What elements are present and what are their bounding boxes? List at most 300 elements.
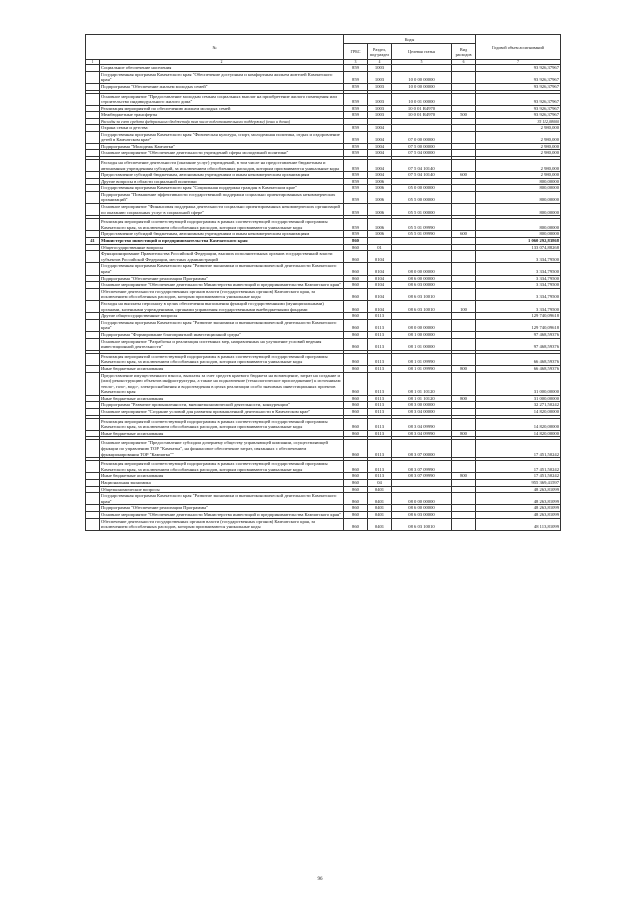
row-target-article-cell xyxy=(392,238,452,245)
table-row xyxy=(86,71,561,83)
row-razdel-cell: 0113 xyxy=(368,473,392,480)
row-target-article-cell xyxy=(392,124,452,131)
row-grbs-cell: 860 xyxy=(344,418,368,430)
row-expense-type-cell xyxy=(452,518,476,530)
row-name-cell: Подпрограмма "Обеспечение жильем молодых семей" xyxy=(100,83,344,90)
row-target-article-cell: 08 6 03 10010 xyxy=(392,518,452,530)
row-number-cell xyxy=(86,124,100,131)
row-razdel-cell: 0113 xyxy=(368,372,392,395)
row-number-cell xyxy=(86,395,100,402)
row-number-cell xyxy=(86,282,100,289)
table-row xyxy=(86,172,561,179)
row-razdel-cell: 0113 xyxy=(368,461,392,473)
row-number-cell xyxy=(86,219,100,231)
row-number-cell xyxy=(86,65,100,72)
row-target-article-cell: 07 5 04 10140 xyxy=(392,172,452,179)
table-row xyxy=(86,372,561,395)
header-target-article: Целевая статья xyxy=(392,44,452,60)
row-expense-type-cell xyxy=(452,238,476,245)
table-row xyxy=(86,395,561,402)
row-expense-type-cell xyxy=(452,505,476,512)
row-amount-cell: 48 263,81099 xyxy=(476,505,561,512)
row-number-cell xyxy=(86,105,100,112)
row-expense-type-cell xyxy=(452,65,476,72)
row-expense-type-cell xyxy=(452,313,476,320)
row-name-cell: Реализация мероприятий соответствующей подпрограммы в рамках соответствующей государственной программы Камчатского края, за исключением обособленных расходов, которым присваиваются уникальные коды xyxy=(100,461,344,473)
row-grbs-cell: 860 xyxy=(344,331,368,338)
row-amount-cell: 48 263,81099 xyxy=(476,486,561,493)
row-grbs-cell: 860 xyxy=(344,338,368,350)
row-razdel-cell: 01 xyxy=(368,244,392,251)
row-name-cell: Государственная программа Камчатского края "Обеспечение доступным и комфортным жильем жителей Камчатского края" xyxy=(100,71,344,83)
row-razdel-cell: 0113 xyxy=(368,313,392,320)
row-number-cell xyxy=(86,300,100,312)
row-razdel-cell: 0113 xyxy=(368,418,392,430)
table-row xyxy=(86,275,561,282)
row-amount-cell: 129 740,09618 xyxy=(476,313,561,320)
row-number-cell xyxy=(86,288,100,300)
row-grbs-cell: 860 xyxy=(344,300,368,312)
row-amount-cell: 3 334,79500 xyxy=(476,275,561,282)
row-expense-type-cell: 100 xyxy=(452,300,476,312)
row-target-article-cell: 08 1 01 10120 xyxy=(392,372,452,395)
row-name-cell: Обеспечение деятельности государственных органов власти (государственных органов) Камчатского края, за исключением обособленных расходов, которым присваиваются уникальные коды xyxy=(100,518,344,530)
row-grbs-cell: 859 xyxy=(344,124,368,131)
row-number-cell xyxy=(86,112,100,119)
row-number-cell xyxy=(86,71,100,83)
row-expense-type-cell xyxy=(452,493,476,505)
row-target-article-cell: 10 0 01 R4970 xyxy=(392,112,452,119)
row-name-cell: Государственная программа Камчатского края "Развитие экономики и внешнеэкономической деятельности Камчатского края" xyxy=(100,493,344,505)
row-razdel-cell: 0104 xyxy=(368,275,392,282)
row-expense-type-cell xyxy=(452,263,476,275)
row-number-cell xyxy=(86,83,100,90)
row-name-cell: Обеспечение деятельности государственных органов власти (государственных органов) Камчатского края, за исключением обособленных расходов, которым присваиваются уникальные коды xyxy=(100,288,344,300)
row-expense-type-cell xyxy=(452,83,476,90)
row-number-cell xyxy=(86,440,100,458)
row-expense-type-cell xyxy=(452,440,476,458)
row-name-cell: Иные бюджетные ассигнования xyxy=(100,395,344,402)
row-razdel-cell: 1004 xyxy=(368,159,392,171)
row-amount-cell: 14 820,00000 xyxy=(476,418,561,430)
header-expense-type: Вид расходов xyxy=(452,44,476,60)
row-amount-cell: 48 263,81099 xyxy=(476,511,561,518)
row-amount-cell: 93 926,37967 xyxy=(476,83,561,90)
row-grbs-cell: 860 xyxy=(344,473,368,480)
table-row xyxy=(86,244,561,251)
row-target-article-cell: 08 6 03 00000 xyxy=(392,282,452,289)
row-number-cell xyxy=(86,172,100,179)
column-index: 5 xyxy=(392,60,452,65)
row-name-cell: Другие вопросы в области социальной политики xyxy=(100,178,344,185)
row-number-cell xyxy=(86,275,100,282)
row-target-article-cell: 08 6 03 10010 xyxy=(392,288,452,300)
row-expense-type-cell xyxy=(452,353,476,365)
row-razdel-cell: 0113 xyxy=(368,338,392,350)
row-grbs-cell: 860 xyxy=(344,282,368,289)
row-grbs-cell: 860 xyxy=(344,409,368,416)
row-target-article-cell: 08 3 04 09990 xyxy=(392,418,452,430)
row-grbs-cell: 859 xyxy=(344,204,368,216)
row-name-cell: Национальная экономика xyxy=(100,480,344,487)
row-target-article-cell xyxy=(392,244,452,251)
row-amount-cell: 800,00000 xyxy=(476,231,561,238)
row-grbs-cell: 859 xyxy=(344,71,368,83)
row-amount-cell: 800,00000 xyxy=(476,185,561,192)
row-razdel-cell: 1006 xyxy=(368,191,392,203)
row-name-cell: Расходы за счет средств федерального бюджета(в том числе подготовительного поддержки) (очно и дочно) xyxy=(100,118,344,124)
row-grbs-cell: 859 xyxy=(344,231,368,238)
table-row xyxy=(86,65,561,72)
row-expense-type-cell xyxy=(452,124,476,131)
row-name-cell: Подпрограмма "Молодежь Камчатки" xyxy=(100,143,344,150)
table-row xyxy=(86,473,561,480)
row-razdel-cell: 0113 xyxy=(368,430,392,437)
row-grbs-cell: 860 xyxy=(344,244,368,251)
row-grbs-cell: 860 xyxy=(344,288,368,300)
row-amount-cell: 66 468,59376 xyxy=(476,365,561,372)
row-amount-cell: 3 334,79500 xyxy=(476,288,561,300)
row-target-article-cell xyxy=(392,486,452,493)
row-grbs-cell: 860 xyxy=(344,493,368,505)
row-name-cell: Основное мероприятие "Предоставление субсидии дочернему обществу управляющей компании, осуществляющей функции по управлению ТОР "Камчатка", на финансовое обеспечение затрат, связанных с обеспечением функционирования ТОР "Камчатка"" xyxy=(100,440,344,458)
row-grbs-cell: 859 xyxy=(344,150,368,157)
table-row xyxy=(86,288,561,300)
row-razdel-cell: 1004 xyxy=(368,150,392,157)
row-number-cell xyxy=(86,231,100,238)
row-expense-type-cell xyxy=(452,178,476,185)
table-body xyxy=(86,65,561,531)
table-row xyxy=(86,461,561,473)
row-amount-cell: 2 980,000 xyxy=(476,143,561,150)
row-number-cell: 41 xyxy=(86,238,100,245)
row-target-article-cell: 10 0 01 00000 xyxy=(392,93,452,105)
row-target-article-cell: 07 5 00 00000 xyxy=(392,143,452,150)
row-expense-type-cell xyxy=(452,282,476,289)
column-index: 2 xyxy=(100,60,344,65)
row-razdel-cell: 1004 xyxy=(368,131,392,143)
row-name-cell: Основное мероприятие "Обеспечение деятельности Министерства инвестиций и предпринимательства Камчатского края" xyxy=(100,282,344,289)
table-row xyxy=(86,338,561,350)
row-amount-cell: 2 980,000 xyxy=(476,131,561,143)
header-number: № xyxy=(86,35,344,60)
table-row xyxy=(86,493,561,505)
row-target-article-cell: 08 1 00 00000 xyxy=(392,331,452,338)
row-razdel-cell: 1004 xyxy=(368,124,392,131)
row-amount-cell: 93 926,37967 xyxy=(476,65,561,72)
table-row xyxy=(86,105,561,112)
row-name-cell: Основное мероприятие "Предоставление молодым семьям социальных выплат на приобретение жилого помещения или строительство индивидуального жилого дома" xyxy=(100,93,344,105)
row-amount-cell: 2 980,000 xyxy=(476,150,561,157)
row-name-cell: Основное мероприятие "Создание условий для развития промышленной деятельности в Камчатском крае" xyxy=(100,409,344,416)
row-number-cell xyxy=(86,518,100,530)
table-row xyxy=(86,263,561,275)
row-name-cell: Основное мероприятие "Финансовая поддержка деятельности социально ориентированных некоммерческих организаций по оказанию социальных услуг в социальной сфере" xyxy=(100,204,344,216)
row-number-cell xyxy=(86,480,100,487)
row-grbs-cell: 860 xyxy=(344,395,368,402)
row-number-cell xyxy=(86,204,100,216)
row-name-cell: Иные бюджетные ассигнования xyxy=(100,430,344,437)
row-name-cell: Государственная программа Камчатского края "Социальная поддержка граждан в Камчатском крае" xyxy=(100,185,344,192)
row-name-cell: Реализация мероприятий соответствующей подпрограммы в рамках соответствующей государственной программы Камчатского края, за исключением обособленных расходов, которым присваиваются уникальные коды xyxy=(100,219,344,231)
row-target-article-cell: 08 3 04 00000 xyxy=(392,409,452,416)
table-row xyxy=(86,93,561,105)
row-name-cell: Расходы на выплаты персоналу в целях обеспечения выполнения функций государственными (муниципальными) органами, казенными учреждениями, органами управления государственными внебюджетными фондами xyxy=(100,300,344,312)
row-razdel-cell: 1003 xyxy=(368,105,392,112)
row-grbs-cell: 859 xyxy=(344,191,368,203)
row-razdel-cell: 1003 xyxy=(368,93,392,105)
row-number-cell xyxy=(86,244,100,251)
table-row xyxy=(86,83,561,90)
row-target-article-cell: 08 6 03 00000 xyxy=(392,511,452,518)
row-razdel-cell: 0113 xyxy=(368,353,392,365)
row-amount-cell: 3 334,79500 xyxy=(476,282,561,289)
row-number-cell xyxy=(86,251,100,263)
row-amount-cell: 32 271,50242 xyxy=(476,402,561,409)
row-number-cell xyxy=(86,178,100,185)
row-number-cell xyxy=(86,319,100,331)
row-razdel-cell: 0104 xyxy=(368,282,392,289)
column-index: 3 xyxy=(344,60,368,65)
row-amount-cell: 3 334,79500 xyxy=(476,251,561,263)
row-target-article-cell: 08 6 03 10010 xyxy=(392,300,452,312)
table-row xyxy=(86,251,561,263)
row-name-cell: Функционирование Правительства Российской Федерации, высших исполнительных органов государственной власти субъектов Российской Федерации, местных администраций xyxy=(100,251,344,263)
row-razdel-cell: 0113 xyxy=(368,395,392,402)
table-row xyxy=(86,143,561,150)
table-row xyxy=(86,418,561,430)
table-row xyxy=(86,131,561,143)
row-expense-type-cell: 800 xyxy=(452,430,476,437)
row-razdel-cell: 0401 xyxy=(368,486,392,493)
row-grbs-cell: 860 xyxy=(344,461,368,473)
row-amount-cell: 2 980,000 xyxy=(476,159,561,171)
row-amount-cell: 800,00000 xyxy=(476,204,561,216)
row-grbs-cell: 859 xyxy=(344,172,368,179)
table-row xyxy=(86,486,561,493)
row-amount-cell: 48 263,81099 xyxy=(476,493,561,505)
row-target-article-cell: 08 0 00 00000 xyxy=(392,319,452,331)
row-name-cell: Предоставление субсидий бюджетным, автономным учреждениям и иным некоммерческим организациям xyxy=(100,231,344,238)
row-razdel-cell: 1003 xyxy=(368,71,392,83)
row-target-article-cell xyxy=(392,178,452,185)
row-expense-type-cell xyxy=(452,288,476,300)
row-target-article-cell: 08 1 01 09990 xyxy=(392,353,452,365)
row-razdel-cell: 0113 xyxy=(368,319,392,331)
row-number-cell xyxy=(86,191,100,203)
row-amount-cell: 955 369,41597 xyxy=(476,480,561,487)
row-razdel-cell: 1003 xyxy=(368,65,392,72)
row-razdel-cell: 1004 xyxy=(368,172,392,179)
row-amount-cell: 17 451,50242 xyxy=(476,440,561,458)
row-target-article-cell: 05 5 00 00000 xyxy=(392,191,452,203)
row-expense-type-cell xyxy=(452,143,476,150)
table-header xyxy=(86,35,561,65)
row-amount-cell: 97 468,59376 xyxy=(476,331,561,338)
row-expense-type-cell xyxy=(452,338,476,350)
row-razdel-cell: 0401 xyxy=(368,493,392,505)
row-name-cell: Подпрограмма "Повышение эффективности государственной поддержки социально ориентированных некоммерческих организаций" xyxy=(100,191,344,203)
row-grbs-cell: 860 xyxy=(344,365,368,372)
row-amount-cell: 133 074,88268 xyxy=(476,244,561,251)
row-target-article-cell: 08 1 01 09990 xyxy=(392,365,452,372)
row-amount-cell: 3 334,79500 xyxy=(476,263,561,275)
row-number-cell xyxy=(86,159,100,171)
row-name-cell: Расходы на обеспечение деятельности (оказание услуг) учреждений, в том числе на предоставление бюджетным и автономным учреждениям субсидий, за исключением обособленных расходов, которым присваиваются уникальные коды xyxy=(100,159,344,171)
table-row xyxy=(86,319,561,331)
row-amount-cell: 800,00000 xyxy=(476,219,561,231)
row-amount-cell: 129 740,09618 xyxy=(476,319,561,331)
row-name-cell: Иные бюджетные ассигнования xyxy=(100,473,344,480)
row-expense-type-cell xyxy=(452,319,476,331)
row-grbs-cell: 860 xyxy=(344,313,368,320)
table-row xyxy=(86,353,561,365)
row-number-cell xyxy=(86,511,100,518)
row-number-cell xyxy=(86,150,100,157)
table-row xyxy=(86,331,561,338)
row-name-cell: Иные бюджетные ассигнования xyxy=(100,365,344,372)
row-amount-cell: 97 468,59376 xyxy=(476,338,561,350)
row-name-cell: Государственная программа Камчатского края "Физическая культура, спорт, молодежная политика, отдых и оздоровление детей в Камчатском крае" xyxy=(100,131,344,143)
row-amount-cell: 2 980,000 xyxy=(476,172,561,179)
row-name-cell: Подпрограмма "Развитие промышленности, внешнеэкономической деятельности, конкуренции" xyxy=(100,402,344,409)
table-row xyxy=(86,518,561,530)
row-target-article-cell: 05 0 00 00000 xyxy=(392,185,452,192)
row-name-cell: Основное мероприятие "Обеспечение деятельности учреждений сферы молодежной политики" xyxy=(100,150,344,157)
row-target-article-cell: 10 0 00 00000 xyxy=(392,83,452,90)
budget-document-page xyxy=(85,34,560,531)
row-amount-cell: 17 451,50242 xyxy=(476,461,561,473)
row-grbs-cell: 860 xyxy=(344,505,368,512)
row-number-cell xyxy=(86,131,100,143)
row-razdel-cell: 0113 xyxy=(368,440,392,458)
column-index: 6 xyxy=(452,60,476,65)
row-number-cell xyxy=(86,353,100,365)
row-amount-cell: 93 926,37967 xyxy=(476,112,561,119)
row-razdel-cell: 0401 xyxy=(368,505,392,512)
table-row xyxy=(86,178,561,185)
table-row xyxy=(86,238,561,245)
row-amount-cell: 31 000,00000 xyxy=(476,395,561,402)
row-grbs-cell: 860 xyxy=(344,319,368,331)
row-name-cell: Министерство инвестиций и предпринимательства Камчатского края xyxy=(100,238,344,245)
table-row xyxy=(86,511,561,518)
row-target-article-cell: 07 5 04 10140 xyxy=(392,159,452,171)
row-razdel-cell: 0104 xyxy=(368,263,392,275)
row-amount-cell: 93 926,37967 xyxy=(476,93,561,105)
row-target-article-cell: 10 0 00 00000 xyxy=(392,71,452,83)
row-number-cell xyxy=(86,372,100,395)
row-razdel-cell: 1006 xyxy=(368,219,392,231)
row-name-cell: Подпрограмма "Обеспечение реализации Программы" xyxy=(100,275,344,282)
row-razdel-cell: 0104 xyxy=(368,288,392,300)
row-grbs-cell: 860 xyxy=(344,430,368,437)
table-row xyxy=(86,440,561,458)
row-expense-type-cell xyxy=(452,159,476,171)
row-expense-type-cell: 800 xyxy=(452,365,476,372)
table-row xyxy=(86,124,561,131)
row-expense-type-cell: 800 xyxy=(452,473,476,480)
row-expense-type-cell xyxy=(452,71,476,83)
row-target-article-cell: 08 3 04 09990 xyxy=(392,430,452,437)
row-razdel-cell: 0104 xyxy=(368,300,392,312)
row-number-cell xyxy=(86,93,100,105)
row-expense-type-cell xyxy=(452,486,476,493)
row-number-cell xyxy=(86,409,100,416)
row-grbs-cell: 859 xyxy=(344,83,368,90)
header-amount: Годовой объем ассигнований xyxy=(476,35,561,60)
row-target-article-cell: 08 1 01 10120 xyxy=(392,395,452,402)
row-expense-type-cell xyxy=(452,409,476,416)
row-razdel-cell: 1006 xyxy=(368,185,392,192)
budget-table xyxy=(85,34,561,531)
row-amount-cell: 14 820,00000 xyxy=(476,430,561,437)
row-number-cell xyxy=(86,338,100,350)
table-row xyxy=(86,480,561,487)
row-target-article-cell: 08 6 00 00000 xyxy=(392,275,452,282)
row-razdel-cell: 1006 xyxy=(368,178,392,185)
row-grbs-cell: 860 xyxy=(344,480,368,487)
row-grbs-cell: 859 xyxy=(344,185,368,192)
row-amount-cell: 14 820,00000 xyxy=(476,409,561,416)
row-number-cell xyxy=(86,331,100,338)
row-razdel-cell: 0113 xyxy=(368,365,392,372)
row-grbs-cell: 860 xyxy=(344,511,368,518)
row-grbs-cell: 860 xyxy=(344,353,368,365)
row-expense-type-cell: 600 xyxy=(452,231,476,238)
row-grbs-cell: 860 xyxy=(344,263,368,275)
row-razdel-cell: 1003 xyxy=(368,83,392,90)
row-amount-cell: 1 060 292,83868 xyxy=(476,238,561,245)
row-razdel-cell: 0113 xyxy=(368,331,392,338)
row-grbs-cell: 860 xyxy=(344,440,368,458)
row-grbs-cell: 860 xyxy=(344,275,368,282)
row-name-cell: Государственная программа Камчатского края "Развитие экономики и внешнеэкономической деятельности Камчатского края" xyxy=(100,263,344,275)
row-target-article-cell: 10 0 01 R4970 xyxy=(392,105,452,112)
row-grbs-cell: 859 xyxy=(344,143,368,150)
row-grbs-cell: 859 xyxy=(344,178,368,185)
row-target-article-cell: 08 3 07 09990 xyxy=(392,473,452,480)
row-name-cell: Основное мероприятие "Разработка и реализация системных мер, направленных на улучшение условий ведения инвестиционной деятельности" xyxy=(100,338,344,350)
row-amount-cell: 3 334,79500 xyxy=(476,300,561,312)
header-razdel: Раздел, под-раздел xyxy=(368,44,392,60)
row-grbs-cell: 859 xyxy=(344,112,368,119)
row-razdel-cell: 1004 xyxy=(368,143,392,150)
header-grbs: ГРБС xyxy=(344,44,368,60)
row-name-cell: Предоставление имущественного взноса, выплаты за счет средств краевого бюджета на возмещение, затрат на создание и (или) реконструкцию объектов инфраструктуры, а также на подключение (технологическое присоединение) к источникам тепло-, газо-, водо-, электроснабжения и водоотведения в целях реализации особо значимых инвестиционных проектов Камчатского края xyxy=(100,372,344,395)
row-amount-cell: 93 926,37967 xyxy=(476,105,561,112)
row-expense-type-cell xyxy=(452,150,476,157)
row-target-article-cell: 08 0 00 00000 xyxy=(392,263,452,275)
row-grbs-cell: 859 xyxy=(344,159,368,171)
row-grbs-cell: 860 xyxy=(344,238,368,245)
table-row xyxy=(86,231,561,238)
row-expense-type-cell xyxy=(452,105,476,112)
row-expense-type-cell xyxy=(452,219,476,231)
row-target-article-cell xyxy=(392,480,452,487)
row-number-cell xyxy=(86,493,100,505)
row-name-cell: Общегосударственные вопросы xyxy=(100,244,344,251)
row-target-article-cell: 05 5 01 09990 xyxy=(392,231,452,238)
row-amount-cell: 66 468,59376 xyxy=(476,353,561,365)
table-row xyxy=(86,282,561,289)
row-name-cell: Другие общегосударственные вопросы xyxy=(100,313,344,320)
row-target-article-cell: 05 5 01 00000 xyxy=(392,204,452,216)
row-expense-type-cell: 800 xyxy=(452,395,476,402)
row-target-article-cell: 08 0 00 00000 xyxy=(392,493,452,505)
column-index: 1 xyxy=(86,60,100,65)
row-razdel-cell: 04 xyxy=(368,480,392,487)
